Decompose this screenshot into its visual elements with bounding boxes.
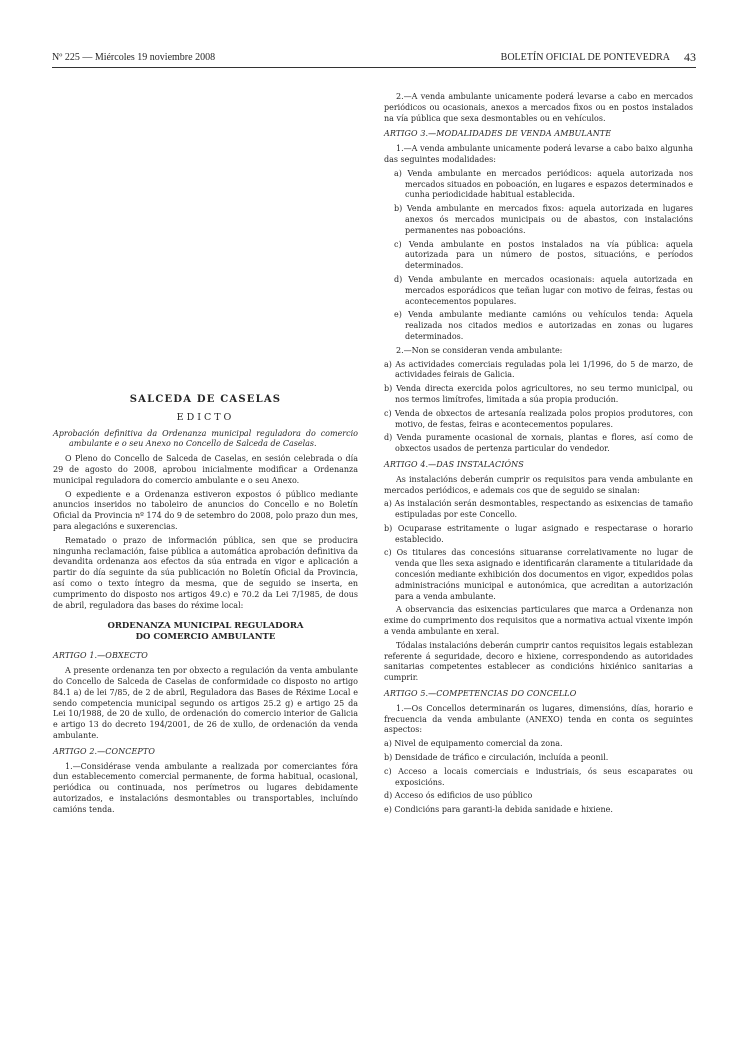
list-item: b) Venda ambulante en mercados fixos: aquela autorizada en lugares anexos ós mercados municipais ou de abastos, con instalacións permanentes nas poboacións. [394,204,693,235]
art4-paragraph-1: As instalacións deberán cumprir os requisitos para venda ambulante en mercados periódicos, e ademais cos que de seguido se sinalan: [384,474,693,495]
list-item: c) Os titulares das concesións situaranse correlativamente no lugar de venda que lles sexa asignado e identificarán claramente a titularidade da concesión mediante exhibición dos documentos en vigor, expedidos polas administracións municipal e autonómica, que acreditan a autorización para a venda ambulante. [384,548,693,601]
list-item: d) Venda puramente ocasional de xornais, plantas e flores, así como de obxectos usados de pertenza particular do vendedor. [384,433,693,454]
ordinance-title [53,621,358,643]
list-item: a) Venda ambulante en mercados periódicos: aquela autorizada nos mercados situados en poboación, en lugares e espazos determinados e cunha periodicidade habitual establecida. [394,168,693,200]
list-item: b) Ocuparase estritamente o lugar asignado e respectarase o horario establecido. [384,523,693,544]
paragraph-3: Rematado o prazo de información pública, sen que se producira ningunha reclamación, faise pública a automática aprobación definitiva da devandita ordenanza aos efectos da súa entrada en vigor e aplicación a partir do día seguinte da súa publicación no Boletín Oficial da Provincia, así como o texto íntegro da mesma, que de seguido se inserta, en cumprimento do disposto nos artigos 49.c) e 70.2 da Lei 7/1985, de dous de abril, reguladora das bases do réxime local: [53,535,358,610]
art5-paragraph-1: 1.—Os Concellos determinarán os lugares, dimensións, días, horario e frecuencia da venda ambulante (ANEXO) tenda en conta os seguintes aspectos: [384,703,693,735]
art4-paragraph-2: A observancia das esixencias particulares que marca a Ordenanza non exime do cumprimento dos requisitos que a normativa actual vixente impón a venda ambulante en xeral. [384,605,693,637]
list-item: b) Densidade de tráfico e circulación, incluída a peonil. [384,753,609,763]
paragraph-1: O Pleno do Concello de Salceda de Caselas, en sesión celebrada o día 29 de agosto do 2008, aprobou inicialmente modificar a Ordenanza municipal reguladora do comercio ambulante e o seu Anexo. [53,454,358,485]
list-item: c) Venda de obxectos de artesanía realizada polos propios produtores, con motivo, de festas, feiras e acontecementos populares. [384,408,693,429]
list-item: e) Venda ambulante mediante camións ou vehículos tenda: Aquela realizada nos citados medios e autorizadas en zonas ou lugares determinados. [394,310,693,341]
art5-title: ARTIGO 5.—COMPETENCIAS DO CONCELLO [384,689,577,699]
art1-title: ARTIGO 1.—OBXECTO [53,651,148,661]
right-column [384,92,693,819]
art4-title: ARTIGO 4.—DAS INSTALACIÓNS [384,459,524,469]
art2-paragraph-1: 1.—Considérase venda ambulante a realizada por comerciantes fóra dun establecemento comercial permanente, de forma habitual, ocasional, periódica ou continuada, nos perímetros ou lugares debidamente autorizados, e instalacións desmontables ou transportables, incluíndo camións tenda. [53,761,358,814]
list-item: c) Venda ambulante en postos instalados na vía pública: aquela autorizada para un número de postos, situacións, e períodos determinados. [394,239,693,271]
left-column [53,395,358,819]
list-item: a) Nivel de equipamento comercial da zona. [384,739,563,749]
ordinance-title-line-2: DO COMERCIO AMBULANTE [135,632,276,643]
list-item: c) Acceso a locais comerciais e industriais, ós seus escaparates ou exposicións. [384,766,693,787]
page-header [52,52,696,68]
list-item: a) As actividades comerciais reguladas pola lei 1/1996, do 5 de marzo, de actividades feirais de Galicia. [384,359,693,380]
list-item: d) Acceso ós edificios de uso público [384,791,533,801]
art3-paragraph-2: 2.—Non se consideran venda ambulante: [396,345,563,355]
issue-date: Nº 225 — Miércoles 19 noviembre 2008 [52,52,216,63]
list-item: a) As instalación serán desmontables, respectando as esixencias de tamaño estipuladas por este Concello. [384,499,693,520]
header-rule [52,67,696,68]
ordinance-title-line-1: ORDENANZA MUNICIPAL REGULADORA [107,621,304,632]
list-item: d) Venda ambulante en mercados ocasionais: aquela autorizada en mercados esporádicos que teñan lugar con motivo de feiras, festas ou acontecementos populares. [394,274,693,306]
paragraph-2: O expediente e a Ordenanza estiveron expostos ó público mediante anuncios inseridos no taboleiro de anuncios do Concello e no Boletín Oficial da Provincia nº 174 do 9 de setembro do 2008, polo prazo dun mes, para alegacións e suxerencias. [53,489,358,531]
art2-title: ARTIGO 2.—CONCEPTO [53,746,155,756]
art3-paragraph-1: 1.—A venda ambulante unicamente poderá levarse a cabo baixo algunha das seguintes modalidades: [384,144,693,164]
announcement-summary: Aprobación definitiva da Ordenanza municipal reguladora do comercio ambulante e o seu Anexo no Concello de Salceda de Caselas. [53,428,358,449]
art2-paragraph-2: 2.—A venda ambulante unicamente poderá levarse a cabo en mercados periódicos ou ocasionais, anexos a mercados fixos ou en postos instalados na vía pública que sexa desmontables ou en vehículos. [384,92,693,123]
list-item: b) Venda directa exercida polos agricultores, no seu termo municipal, ou nos termos limítrofes, limitada a súa propia produción. [384,384,693,404]
page-number: 43 [684,50,696,64]
edicto-heading: EDICTO [176,411,235,423]
art3-title: ARTIGO 3.—MODALIDADES DE VENDA AMBULANTE [384,129,612,139]
art1-paragraph: A presente ordenanza ten por obxecto a regulación da venta ambulante do Concello de Salceda de Caselas de conformidade co disposto no artigo 84.1 a) de lei 7/85, de 2 de abril, Reguladora das Bases de Réxime Local e sendo competencia municipal segundo os artigos 25.2 g) e artigo 25 da Lei 10/1988, de 20 de xullo, de ordenación do comercio interior de Galicia e artigo 13 do decreto 194/2001, de 26 de xullo, de ordenación da venda ambulante. [53,666,358,740]
art4-paragraph-3: Tódalas instalacións deberán cumprir cantos requisitos legais establezan referente á seguridade, decoro e hixiene, correspondendo as autoridades sanitarias competentes establecer as condicións hixiénico sanitarias a cumprir. [384,640,693,683]
list-item: e) Condicións para garanti-la debida sanidade e hixiene. [384,805,613,815]
municipality-heading: SALCEDA DE CASELAS [129,394,282,405]
publication-name: BOLETÍN OFICIAL DE PONTEVEDRA [500,52,670,63]
